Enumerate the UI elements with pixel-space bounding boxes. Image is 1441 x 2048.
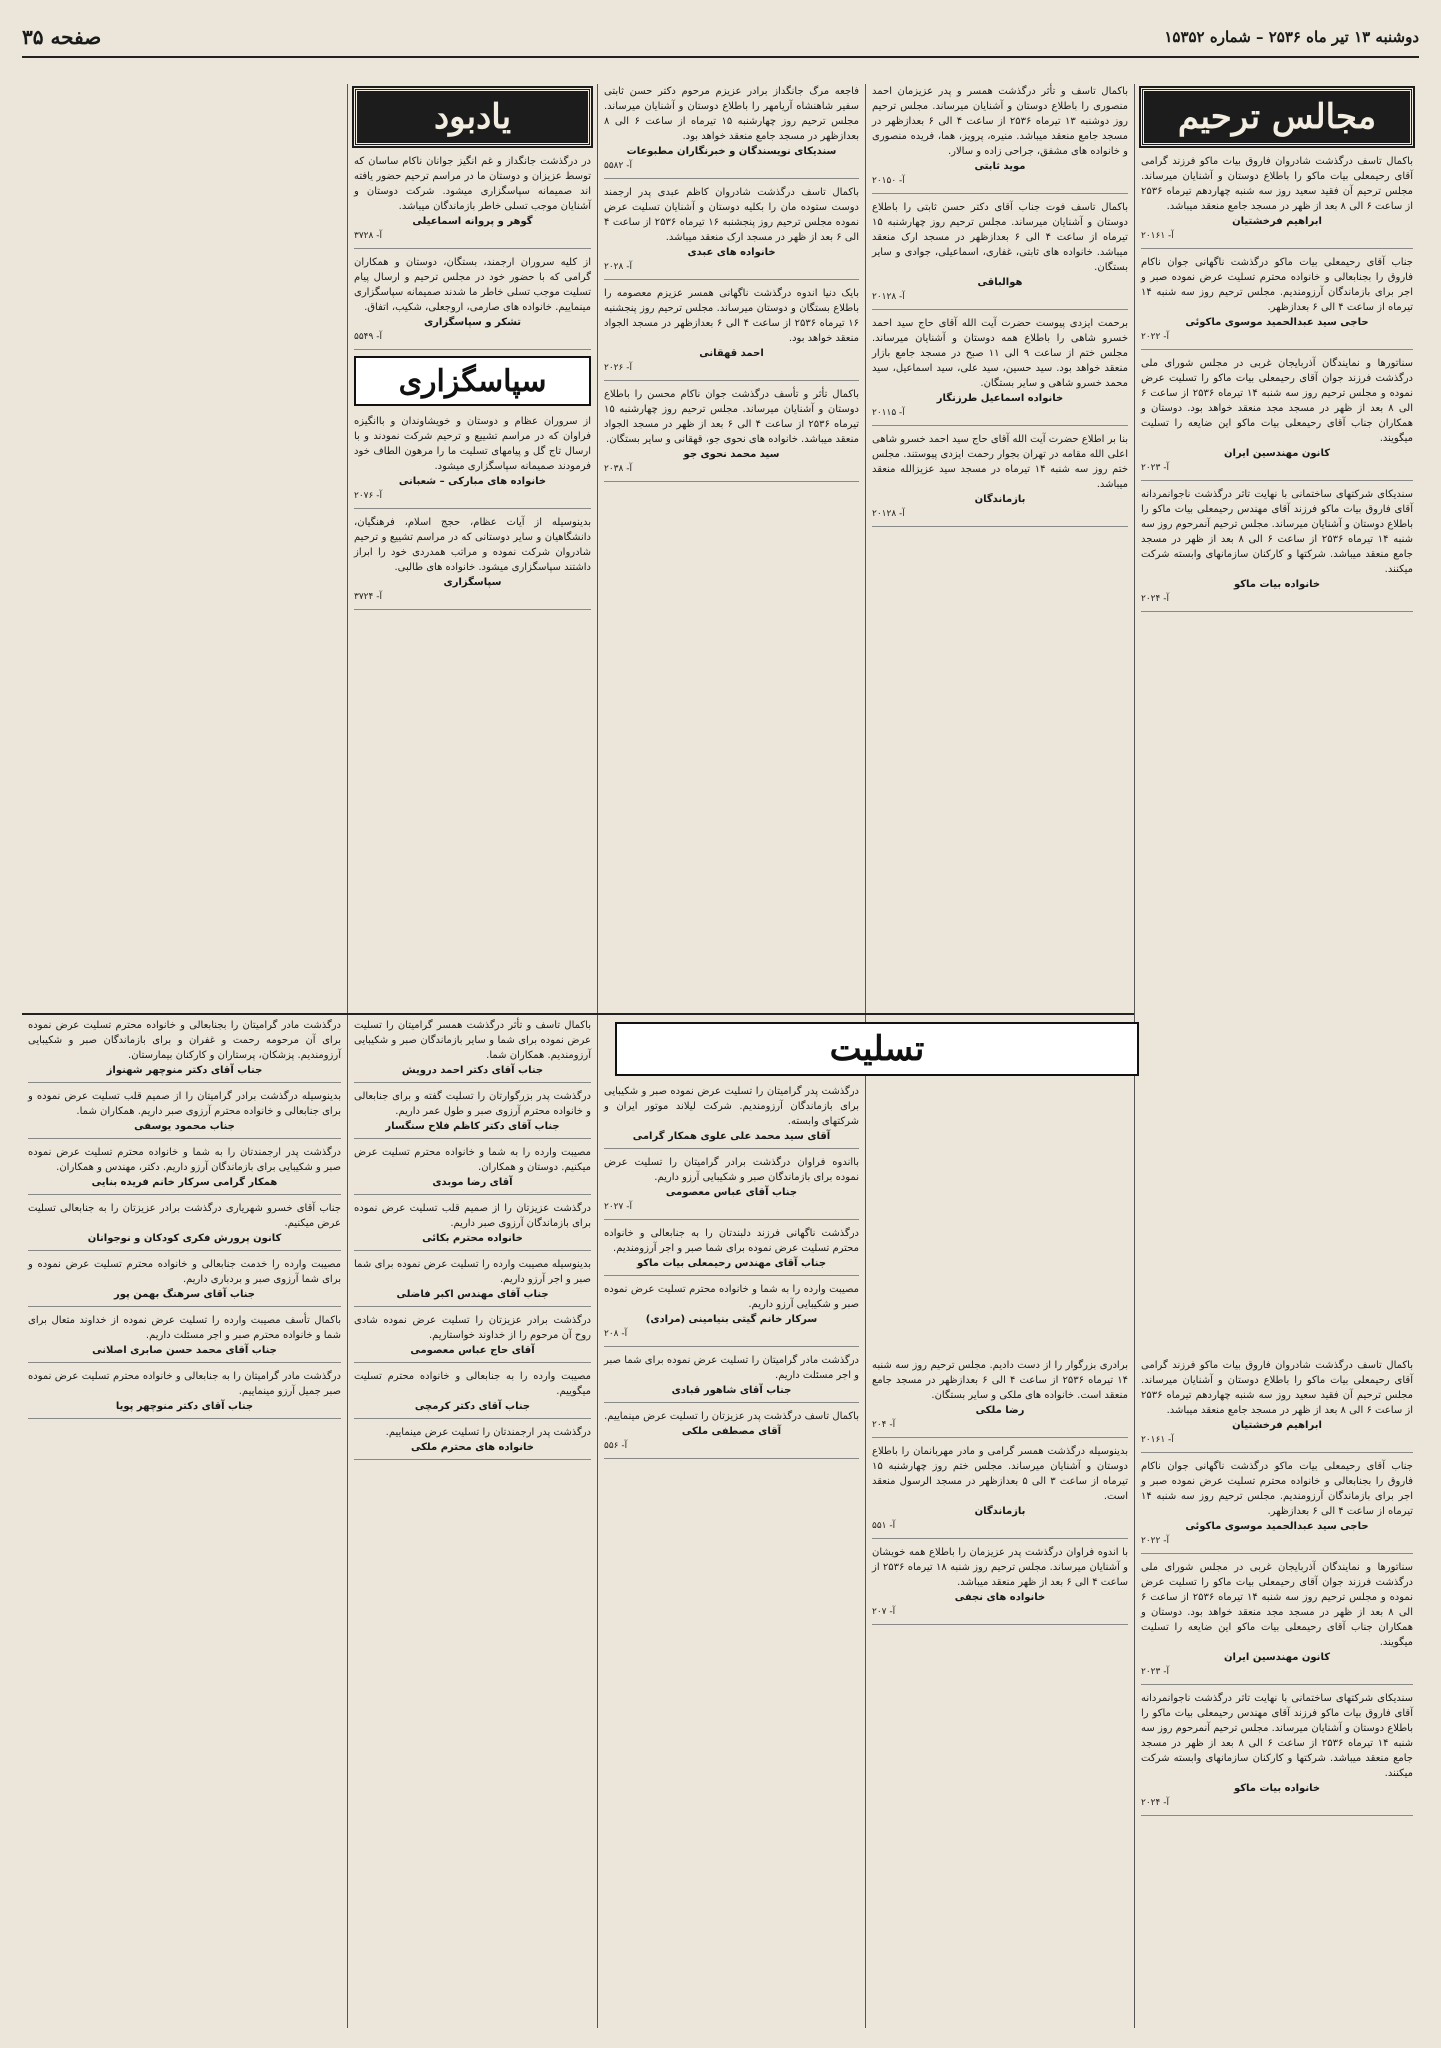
notice-text: باکمال تاسف فوت جناب آقای دکتر حسن ثابتی را باطلاع دوستان و آشنایان میرساند. مجلس ترحیم روز چهارشنبه ۱۵ تیرماه از ساعت ۴ الی ۶ بعدازظهر در مسجد ارک منعقد میباشد. خانواده های ثابتی، غفاری، اسماعیلی، جوادی و سایر بستگان. xyxy=(872,202,1128,273)
notice-item xyxy=(354,154,591,249)
notice-code: آ- ۲۰۲۳ xyxy=(1141,463,1169,473)
band-divider xyxy=(22,1013,1134,1015)
notice-item xyxy=(28,1369,341,1419)
notice-item xyxy=(604,387,859,482)
notice-signature: ابراهیم فرخشتیان xyxy=(1232,1420,1322,1431)
notice-signature: آقای رضا موبدی xyxy=(432,1177,513,1188)
notice-signature: جناب محمود یوسفی xyxy=(134,1121,235,1132)
notice-item xyxy=(872,200,1128,310)
notice-signature: خانواده های نجفی xyxy=(954,1592,1046,1603)
notice-signature: جناب آقای محمد حسن صابری اصلانی xyxy=(92,1345,277,1356)
notice-item xyxy=(354,255,591,350)
notice-text: بااندوه فراوان درگذشت برادر گرامیتان را تسلیت عرض نموده برای بازماندگان صبر و شکیبایی آرزو داریم. xyxy=(604,1157,859,1183)
notice-item xyxy=(1141,487,1413,612)
notice-code: آ- ۲۰۲۴ xyxy=(1141,1798,1169,1808)
notice-signature: جناب آقای دکتر منوچهر پویا xyxy=(115,1401,254,1412)
notice-text: برادری بزرگوار را از دست دادیم. مجلس ترحیم روز سه شنبه ۱۴ تیرماه ۲۵۳۶ از ساعت ۴ الی ۶ بعدازظهر در مسجد جامع منعقد است. خانواده های ملکی و سایر بستگان. xyxy=(872,1360,1128,1401)
notice-code: آ- ۲۰۲۳ xyxy=(1141,1667,1169,1677)
notice-signature: جناب آقای عباس معصومی xyxy=(665,1187,798,1198)
notice-signature: جناب آقای مهندس رحیمعلی بیات ماکو xyxy=(636,1258,827,1269)
section-banner-majales-tarhim: مجالس ترحیم xyxy=(1141,88,1413,146)
notice-item xyxy=(1141,1459,1413,1554)
notice-item xyxy=(604,1353,859,1403)
notice-signature: آقای مصطفی ملکی xyxy=(681,1426,782,1437)
page-number: صفحه ۳۵ xyxy=(22,25,102,49)
notice-signature: سرکار خانم گیتی بنیامینی (مرادی) xyxy=(645,1314,818,1325)
page-header xyxy=(22,18,1419,58)
notice-item xyxy=(604,185,859,280)
notice-item xyxy=(604,1226,859,1276)
notice-item xyxy=(28,1257,341,1307)
notice-code: آ- ۲۰۱۶۱ xyxy=(1141,231,1174,241)
notice-item xyxy=(28,1018,341,1083)
notice-signature: سندیکای نویسندگان و خبرنگاران مطبوعات xyxy=(626,146,837,157)
notice-text: درگذشت پدر بزرگوارتان را تسلیت گفته و برای جنابعالی و خانواده محترم آرزوی صبر و طول عمر داریم. xyxy=(354,1091,591,1117)
notice-code: آ- ۲۰۲۲ xyxy=(1141,332,1169,342)
notice-text: مصیبت وارده را به شما و خانواده محترم تسلیت عرض نموده صبر و شکیبایی آرزو داریم. xyxy=(604,1284,859,1310)
notice-signature: گوهر و پروانه اسماعیلی xyxy=(412,216,533,227)
notice-signature: جناب آقای دکتر منوچهر شهنواز xyxy=(106,1065,263,1076)
column-tasliat-6 xyxy=(347,1018,597,2028)
notice-text: سندیکای شرکتهای ساختمانی با نهایت تاثر درگذشت ناجوانمردانه آقای فاروق بیات ماکو فرزند آقای مهندس رحیمعلی بیات ماکو را باطلاع دوستان و آشنایان میرساند. مجلس ترحیم آنمرحوم روز سه شنبه ۱۴ تیرماه ۲۵۳۶ از ساعت ۶ الی ۸ بعد از ظهر در مسجد جامع منعقد میباشد. شرکتها و کارکنان سازمانهای وابسته شرکت میکنند. xyxy=(1141,1693,1413,1779)
notice-signature: کانون مهندسین ایران xyxy=(1223,1652,1331,1663)
notice-code: آ- ۲۰۷ xyxy=(872,1607,896,1617)
column-notices-3 xyxy=(597,84,865,1074)
notice-signature: کانون مهندسین ایران xyxy=(1223,448,1331,459)
notice-item xyxy=(1141,154,1413,249)
notice-signature: جناب آقای دکتر کاظم فلاح سنگسار xyxy=(385,1121,560,1132)
notice-signature: احمد قهقانی xyxy=(699,348,764,359)
notice-item xyxy=(872,432,1128,527)
notice-code: آ- ۲۰۴ xyxy=(872,1420,896,1430)
notice-text: در درگذشت جانگداز و غم انگیز جوانان ناکام ساسان که توسط عزیزان و دوستان ما در مراسم ترحیم حضور یافته اند صمیمانه سپاسگزاری میشود. شرکت دوستان و آشنایان موجب تسلی خاطر بازماندگان میباشد. xyxy=(354,156,591,212)
notice-text: جناب آقای رحیمعلی بیات ماکو درگذشت ناگهانی جوان ناکام فاروق را بجنابعالی و خانواده محترم تسلیت عرض نموده صبر و اجر برای بازماندگان آرزومندیم. مجلس ترحیم روز سه شنبه ۱۴ تیرماه از ساعت ۴ الی ۶ بعدازظهر. xyxy=(1141,257,1413,313)
notice-item xyxy=(604,84,859,179)
section-banner-yadbud: یادبود xyxy=(354,88,591,146)
column-tarhim-bottom-right xyxy=(1134,1358,1419,2028)
notice-signature: سپاسگزاری xyxy=(443,577,502,588)
column-tarhim-2 xyxy=(865,84,1134,1424)
notice-signature: خانواده محترم بکائی xyxy=(422,1233,523,1244)
notice-item xyxy=(28,1089,341,1139)
notice-code: آ- ۲۰۲۸ xyxy=(604,262,632,272)
notice-text: مصیبت وارده را خدمت جنابعالی و خانواده محترم تسلیت عرض نموده و برای شما آرزوی صبر و بردباری داریم. xyxy=(28,1259,341,1285)
notice-text: باکمال تأثر و تأسف درگذشت جوان ناکام محسن را باطلاع دوستان و آشنایان میرساند. مجلس ترحیم روز چهارشنبه ۱۵ تیرماه ۲۵۳۶ از ساعت ۴ الی ۶ بعد از ظهر در مسجد الجواد منعقد میباشد. خانواده های نحوی جو، قهقانی و سایر بستگان. xyxy=(604,389,859,445)
notice-item xyxy=(1141,1560,1413,1685)
notice-text: باکمال تاسف درگذشت شادروان فاروق بیات ماکو فرزند گرامی آقای رحیمعلی بیات ماکو را باطلاع دوستان و آشنایان میرساند. مجلس ترحیم آن فقید سعید روز سه شنبه چهاردهم تیرماه ۲۵۳۶ از ساعت ۶ الی ۸ بعد از ظهر در مسجد جامع منعقد میباشد. xyxy=(1141,156,1413,212)
notice-code: آ- ۲۰۱۲۸ xyxy=(872,292,905,302)
notice-code: آ- ۲۰۸ xyxy=(604,1329,628,1339)
notice-item xyxy=(354,1018,591,1083)
notice-item xyxy=(354,1089,591,1139)
notice-item xyxy=(354,1145,591,1195)
notice-code: آ- ۳۷۲۸ xyxy=(354,231,382,241)
notice-item xyxy=(354,1201,591,1251)
notice-signature: هوالباقی xyxy=(977,277,1023,288)
notice-item xyxy=(604,286,859,381)
notice-signature: جناب آقای دکتر کرمچی xyxy=(414,1401,531,1412)
section-banner-tasliat: تسلیت xyxy=(615,1022,1139,1076)
notice-signature: خانواده های مبارکی – شعبانی xyxy=(398,476,547,487)
notice-text: درگذشت مادر گرامیتان را بجنابعالی و خانواده محترم تسلیت عرض نموده برای آن مرحومه رحمت و غفران و برای بازماندگان صبر و شکیبایی آرزومندیم. پزشکان، پرستاران و کارکنان بیمارستان. xyxy=(28,1020,341,1061)
notice-text: درگذشت پدر ارجمندتان را به شما و خانواده محترم تسلیت عرض نموده صبر و شکیبایی برای بازماندگان آرزو داریم. دکتر، مهندس و همکاران. xyxy=(28,1147,341,1173)
notice-text: جناب آقای رحیمعلی بیات ماکو درگذشت ناگهانی جوان ناکام فاروق را بجنابعالی و خانواده محترم تسلیت عرض نموده صبر و اجر برای بازماندگان آرزومندیم. مجلس ترحیم روز سه شنبه ۱۴ تیرماه از ساعت ۴ الی ۶ بعدازظهر. xyxy=(1141,1461,1413,1517)
notice-signature: خانواده بیات ماکو xyxy=(1233,579,1321,590)
notice-text: مصیبت وارده را به شما و خانواده محترم تسلیت عرض میکنیم. دوستان و همکاران. xyxy=(354,1147,591,1173)
notice-code: آ- ۵۵۸۲ xyxy=(604,161,632,171)
notice-text: درگذشت مادر گرامیتان را تسلیت عرض نموده برای شما صبر و اجر مسئلت داریم. xyxy=(604,1355,859,1381)
notice-text: بدینوسیله مصیبت وارده را تسلیت عرض نموده برای شما صبر و اجر آرزو داریم. xyxy=(354,1259,591,1285)
notice-signature: جناب آقای دکتر احمد درویش xyxy=(401,1065,544,1076)
notice-text: از کلیه سروران ارجمند، بستگان، دوستان و همکاران گرامی که با حضور خود در مجلس ترحیم و ارسال پیام تسلیت موجب تسلی خاطر ما شدند صمیمانه سپاسگزاری مینماییم. خانواده های صارمی، اروجعلی، شکیب، اتفاق. xyxy=(354,257,591,313)
notice-text: بدینوسیله درگذشت همسر گرامی و مادر مهربانمان را باطلاع دوستان و آشنایان میرساند. مجلس ختم روز چهارشنبه ۱۵ تیرماه از ساعت ۳ الی ۵ بعدازظهر در مسجد الرسول منعقد است. xyxy=(872,1446,1128,1502)
notice-item xyxy=(604,1084,859,1149)
notice-item xyxy=(872,1358,1128,1438)
column-tarhim-bottom xyxy=(865,1358,1134,2028)
notice-text: سناتورها و نمایندگان آذربایجان غربی در مجلس شورای ملی درگذشت فرزند جوان آقای رحیمعلی بیات ماکو را تسلیت عرض نموده و مجلس ترحیم روز سه شنبه ۱۴ تیرماه ۲۵۳۶ از ساعت ۶ الی ۸ بعد از ظهر در مسجد مجد منعقد خواهد بود. دوستان و همکاران جناب آقای رحیمعلی بیات ماکو این ضایعه را تسلیت میگویند. xyxy=(1141,1562,1413,1648)
notice-signature: موید ثابتی xyxy=(974,161,1026,172)
notice-signature: آقای سید محمد علی علوی همکار گرامی xyxy=(632,1131,831,1142)
notice-code: آ- ۵۵۱ xyxy=(872,1521,896,1531)
notice-signature: همکار گرامی سرکار خانم فریده بنایی xyxy=(91,1177,278,1188)
notice-item xyxy=(354,1313,591,1363)
notice-item xyxy=(604,1155,859,1220)
notice-signature: تشکر و سپاسگزاری xyxy=(423,317,522,328)
notice-item xyxy=(872,84,1128,194)
notice-text: بنا بر اطلاع حضرت آیت الله آقای حاج سید احمد خسرو شاهی اعلی الله مقامه در تهران بجوار رحمت ایزدی پیوستند. مجلس ختم روز سه شنبه ۱۴ تیرماه در مسجد سید عزیزالله منعقد میباشد. xyxy=(872,434,1129,490)
notice-item xyxy=(604,1282,859,1347)
notice-signature: سید محمد نحوی جو xyxy=(683,449,780,460)
notice-code: آ- ۲۰۲۷ xyxy=(604,1202,632,1212)
notice-text: باکمال تاسف و تأثر درگذشت همسر و پدر عزیزمان احمد منصوری را باطلاع دوستان و آشنایان میرساند. مجلس ترحیم روز دوشنبه ۱۳ تیرماه ۲۵۳۶ از ساعت ۴ الی ۶ بعدازظهر در مسجد جامع منعقد میباشد. منیره، پرویز، هما، فریده منصوری و خانواده های مشفق، جراحی زاده و سالار. xyxy=(872,86,1128,157)
notice-signature: آقای حاج عباس معصومی xyxy=(410,1345,535,1356)
notice-text: درگذشت عزیزتان را از صمیم قلب تسلیت عرض نموده برای بازماندگان آرزوی صبر داریم. xyxy=(354,1203,591,1229)
notice-signature: جناب آقای مهندس اکبر فاضلی xyxy=(396,1289,549,1300)
notice-item xyxy=(28,1313,341,1363)
notice-item xyxy=(354,1425,591,1460)
notice-signature: حاجی سید عبدالحمید موسوی ماکوئی xyxy=(1185,1521,1369,1532)
notice-signature: حاجی سید عبدالحمید موسوی ماکوئی xyxy=(1185,317,1369,328)
notice-item xyxy=(1141,1691,1413,1816)
notice-text: جناب آقای خسرو شهریاری درگذشت برادر عزیزتان را به جنابعالی تسلیت عرض میکنیم. xyxy=(28,1203,341,1229)
notice-item xyxy=(354,1369,591,1419)
notice-signature: جناب آقای سرهنگ بهمن پور xyxy=(113,1289,256,1300)
notice-item xyxy=(28,1201,341,1251)
notice-item xyxy=(354,515,591,610)
notice-signature: رضا ملکی xyxy=(975,1405,1025,1416)
section-banner-sepasgozari: سپاسگزاری xyxy=(354,356,591,406)
notice-text: سناتورها و نمایندگان آذربایجان غربی در مجلس شورای ملی درگذشت فرزند جوان آقای رحیمعلی بیات ماکو را تسلیت عرض نموده و مجلس ترحیم روز سه شنبه ۱۴ تیرماه ۲۵۳۶ از ساعت ۶ الی ۸ بعد از ظهر در مسجد مجد منعقد خواهد بود. دوستان و همکاران جناب آقای رحیمعلی بیات ماکو این ضایعه را تسلیت میگویند. xyxy=(1141,358,1413,444)
notice-item xyxy=(872,316,1128,426)
notice-signature: بازماندگان xyxy=(974,494,1026,505)
notice-signature: خانواده های عبدی xyxy=(687,247,776,258)
notice-text: برحمت ایزدی پیوست حضرت آیت الله آقای حاج سید احمد خسرو شاهی را باطلاع همه دوستان و آشنایان میرساند. مجلس ختم از ساعت ۹ الی ۱۱ صبح در مسجد جامع بازار منعقد خواهد بود. سید حسین، سید علی، سید اسماعیل، سید محمد خسرو شاهی و سایر بستگان. xyxy=(872,318,1128,389)
notice-text: درگذشت ناگهانی فرزند دلبندتان را به جنابعالی و خانواده محترم تسلیت عرض نموده برای شما صبر و اجر آرزومندیم. xyxy=(604,1228,859,1254)
notice-text: باکمال تاسف و تأثر درگذشت همسر گرامیتان را تسلیت عرض نموده برای شما و سایر بازماندگان صبر و شکیبایی آرزومندیم. همکاران شما. xyxy=(354,1020,591,1061)
column-tarhim xyxy=(1134,84,1419,1424)
notice-text: فاجعه مرگ جانگداز برادر عزیزم مرحوم دکتر حسن ثابتی سفیر شاهنشاه آریامهر را باطلاع دوستان و آشنایان میرساند. مجلس ترحیم روز چهارشنبه ۱۵ تیرماه از ساعت ۶ الی ۸ بعدازظهر در مسجد جامع منعقد خواهد بود. xyxy=(604,86,859,142)
notice-signature: بازماندگان xyxy=(974,1506,1026,1517)
column-yadbud xyxy=(347,84,597,1074)
notice-text: درگذشت پدر ارجمندتان را تسلیت عرض مینماییم. xyxy=(385,1427,591,1438)
notice-code: آ- ۲۰۲۲ xyxy=(1141,1536,1169,1546)
notice-text: سندیکای شرکتهای ساختمانی با نهایت تاثر درگذشت ناجوانمردانه آقای فاروق بیات ماکو فرزند آقای مهندس رحیمعلی بیات ماکو را باطلاع دوستان و آشنایان میرساند. مجلس ترحیم آنمرحوم روز سه شنبه ۱۴ تیرماه ۲۵۳۶ از ساعت ۶ الی ۸ بعد از ظهر در مسجد جامع منعقد میباشد. شرکتها و کارکنان سازمانهای وابسته شرکت میکنند. xyxy=(1141,489,1413,575)
notice-text: درگذشت پدر گرامیتان را تسلیت عرض نموده صبر و شکیبایی برای بازماندگان آرزومندیم. شرکت لیلاند موتور ایران و شرکتهای وابسته. xyxy=(604,1086,859,1127)
notice-item xyxy=(354,1257,591,1307)
notice-text: با اندوه فراوان درگذشت پدر عزیزمان را باطلاع همه خویشان و آشنایان میرساند. مجلس ترحیم روز شنبه ۱۸ تیرماه ۲۵۳۶ از ساعت ۴ الی ۶ بعد از ظهر منعقد میباشد. xyxy=(872,1547,1128,1588)
newspaper-page xyxy=(22,18,1419,2030)
notice-item xyxy=(354,414,591,509)
notice-code: آ- ۲۰۱۱۵ xyxy=(872,408,905,418)
notice-signature: خانواده اسماعیل طرزنگار xyxy=(936,393,1064,404)
notice-text: مصیبت وارده را به جنابعالی و خانواده محترم تسلیت میگوییم. xyxy=(354,1371,591,1397)
notice-text: بدینوسیله درگذشت برادر گرامیتان را از صمیم قلب تسلیت عرض نموده و برای جنابعالی و خانواده محترم آرزوی صبر داریم. همکاران شما. xyxy=(28,1091,341,1117)
notice-code: آ- ۵۵۴۹ xyxy=(354,332,382,342)
notice-code: آ- ۵۵۶ xyxy=(604,1441,628,1451)
notice-code: آ- ۲۰۷۶ xyxy=(354,491,382,501)
notice-signature: خانواده های محترم ملکی xyxy=(411,1442,534,1453)
notice-code: آ- ۲۰۱۲۸ xyxy=(872,509,905,519)
notice-signature: جناب آقای شاهور قبادی xyxy=(671,1385,792,1396)
notice-signature: ابراهیم فرخشتیان xyxy=(1232,216,1322,227)
notice-code: آ- ۲۰۲۶ xyxy=(604,363,632,373)
notice-code: آ- ۳۷۲۴ xyxy=(354,592,382,602)
notice-text: از سروران عظام و دوستان و خویشاوندان و باانگیزه فراوان که در مراسم تشییع و ترحیم شرکت نمودند و با ارسال تاج گل و پیامهای تسلیت ما را مرهون الطاف خود فرمودند صمیمانه سپاسگزاری میشود. xyxy=(354,416,591,472)
notice-item xyxy=(28,1145,341,1195)
notice-text: درگذشت مادر گرامیتان را به جنابعالی و خانواده محترم تسلیت عرض نموده صبر جمیل آرزو مینماییم. xyxy=(28,1371,341,1397)
notice-text: بدینوسیله از آیات عظام، حجج اسلام، فرهنگیان، دانشگاهیان و سایر دوستانی که در مراسم تشییع و ترحیم شادروان شرکت نموده و مراتب همدردی خود را ابراز داشتند سپاسگزاری میشود. خانواده های طالبی. xyxy=(354,517,591,573)
notice-signature: کانون پرورش فکری کودکان و نوجوانان xyxy=(87,1233,282,1244)
notice-item xyxy=(872,1444,1128,1539)
notice-text: باکمال تاسف درگذشت شادروان کاظم عبدی پدر ارجمند دوست ستوده مان را بکلیه دوستان و آشنایان تسلیت عرض نموده مجلس ترحیم روز پنجشنبه ۱۶ تیرماه ۲۵۳۶ از ساعت ۴ الی ۶ بعد از ظهر در مسجد ارک منعقد میباشد. xyxy=(604,187,860,243)
notice-item xyxy=(1141,1358,1413,1453)
notice-item xyxy=(872,1545,1128,1625)
notice-text: باکمال تاسف درگذشت پدر عزیزتان را تسلیت عرض مینماییم. xyxy=(604,1411,859,1422)
notice-code: آ- ۲۰۲۴ xyxy=(1141,594,1169,604)
column-tasliat-left xyxy=(22,1018,347,2028)
notice-code: آ- ۲۰۱۵۰ xyxy=(872,176,905,186)
notice-item xyxy=(1141,356,1413,481)
issue-date-line: دوشنبه ۱۳ تیر ماه ۲۵۳۶ – شماره ۱۵۳۵۲ xyxy=(1164,28,1419,46)
notice-item xyxy=(604,1409,859,1459)
notice-code: آ- ۲۰۳۸ xyxy=(604,464,632,474)
notice-text: بایک دنیا اندوه درگذشت ناگهانی همسر عزیزم معصومه را باطلاع بستگان و دوستان میرساند. مجلس ترحیم روز پنجشنبه ۱۶ تیرماه ۲۵۳۶ از ساعت ۴ الی ۶ بعدازظهر در مسجد الجواد منعقد خواهد بود. xyxy=(604,288,859,344)
notice-item xyxy=(1141,255,1413,350)
notice-code: آ- ۲۰۱۶۱ xyxy=(1141,1435,1174,1445)
notice-signature: خانواده بیات ماکو xyxy=(1233,1783,1321,1794)
notice-text: درگذشت برادر عزیزتان را تسلیت عرض نموده شادی روح آن مرحوم را از خداوند خواستاریم. xyxy=(354,1315,591,1341)
notice-text: باکمال تأسف مصیبت وارده را تسلیت عرض نموده از خداوند متعال برای شما و خانواده محترم صبر و اجر مسئلت داریم. xyxy=(28,1315,341,1341)
notice-text: باکمال تاسف درگذشت شادروان فاروق بیات ماکو فرزند گرامی آقای رحیمعلی بیات ماکو را باطلاع دوستان و آشنایان میرساند. مجلس ترحیم آن فقید سعید روز سه شنبه چهاردهم تیرماه ۲۵۳۶ از ساعت ۶ الی ۸ بعد از ظهر در مسجد جامع منعقد میباشد. xyxy=(1141,1360,1413,1416)
